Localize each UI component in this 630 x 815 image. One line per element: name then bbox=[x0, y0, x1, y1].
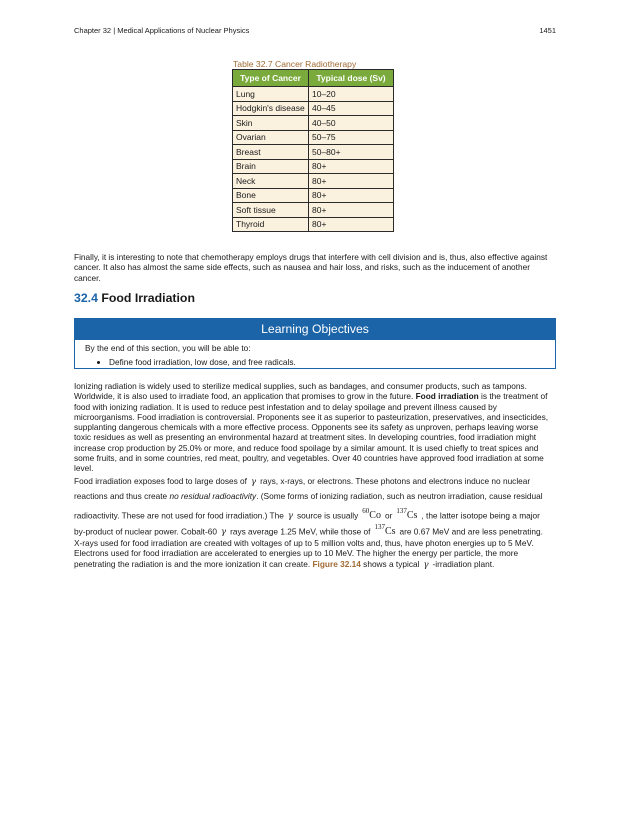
text-line bbox=[74, 524, 556, 537]
paragraph-text: shows a typical bbox=[360, 558, 420, 569]
learning-objectives-list bbox=[75, 357, 555, 367]
cobalt-60-isotope bbox=[362, 507, 381, 522]
dose-cell: 40–50 bbox=[309, 116, 394, 131]
paragraph-text: . (Some forms of ionizing radiation, such as neutron irradiation, cause residual bbox=[256, 491, 543, 501]
section-heading bbox=[74, 291, 195, 305]
column-header: Typical dose (Sv) bbox=[309, 70, 394, 87]
cancer-type-cell: Hodgkin's disease bbox=[233, 101, 309, 116]
paragraph-text: Ionizing radiation is widely used to sterilize medical supplies, such as bandages, and consumer products, such as tampons. Worldwide, it is also used to irradiate food, an application that promises to grow in the future. bbox=[74, 381, 527, 402]
paragraph-text: rays, x-rays, or electrons. These photons and electrons induce no nuclear bbox=[260, 476, 531, 486]
food-irradiation-paragraph bbox=[74, 477, 556, 537]
learning-objectives-intro: By the end of this section, you will be able to: bbox=[85, 343, 251, 353]
mass-number: 137 bbox=[374, 523, 385, 531]
cancer-radiotherapy-table bbox=[232, 69, 394, 232]
paragraph-text: reactions and thus create bbox=[74, 491, 170, 501]
text-line bbox=[74, 477, 556, 492]
dose-cell: 10–20 bbox=[309, 87, 394, 102]
dose-cell: 50–75 bbox=[309, 130, 394, 145]
table-row bbox=[233, 101, 394, 116]
cancer-type-cell: Breast bbox=[233, 145, 309, 160]
column-header: Type of Cancer bbox=[233, 70, 309, 87]
element-symbol: Co bbox=[369, 510, 381, 522]
paragraph-text: X-rays used for food irradiation are created with voltages of up to 5 million volts and, thus, have photon energies up to 5 MeV. Electrons used for food irradiation are accelerated to energies up to 10 MeV. The higher the energy per particle, the more penetrating the radiation is and the more ionization it can create. bbox=[74, 538, 534, 569]
dose-cell: 80+ bbox=[309, 188, 394, 203]
dose-cell: 80+ bbox=[309, 174, 394, 189]
cancer-type-cell: Skin bbox=[233, 116, 309, 131]
cancer-type-cell: Neck bbox=[233, 174, 309, 189]
paragraph-text: rays average 1.25 MeV, while those of bbox=[230, 526, 371, 537]
page-header bbox=[74, 26, 556, 35]
paragraph-text: are 0.67 MeV and are less penetrating. bbox=[399, 526, 543, 537]
paragraph-text: radioactivity. These are not used for food irradiation.) The bbox=[74, 510, 284, 521]
paragraph-text: source is usually bbox=[296, 510, 359, 521]
learning-objectives-box bbox=[74, 318, 556, 369]
table-row bbox=[233, 203, 394, 218]
paragraph-text: -irradiation plant. bbox=[432, 558, 495, 569]
table-row bbox=[233, 87, 394, 102]
table-row bbox=[233, 116, 394, 131]
cancer-type-cell: Bone bbox=[233, 188, 309, 203]
gamma-symbol: γ bbox=[423, 559, 429, 570]
page-number: 1451 bbox=[539, 26, 556, 35]
text-line bbox=[74, 508, 556, 524]
cesium-137-isotope bbox=[396, 507, 418, 522]
dose-cell: 50–80+ bbox=[309, 145, 394, 160]
paragraph-text: Food irradiation exposes food to large doses of bbox=[74, 476, 247, 486]
text-line bbox=[74, 492, 556, 508]
learning-objectives-title: Learning Objectives bbox=[75, 319, 555, 340]
table-row bbox=[233, 217, 394, 232]
element-symbol: Cs bbox=[384, 526, 396, 538]
paragraph-text: by-product of nuclear power. Cobalt-60 bbox=[74, 526, 217, 537]
key-term-food-irradiation: Food irradiation bbox=[415, 391, 479, 402]
section-title: Food Irradiation bbox=[101, 291, 195, 305]
section-number: 32.4 bbox=[74, 291, 98, 305]
paragraph-text: or bbox=[384, 510, 393, 521]
cancer-type-cell: Thyroid bbox=[233, 217, 309, 232]
cancer-type-cell: Lung bbox=[233, 87, 309, 102]
dose-cell: 80+ bbox=[309, 159, 394, 174]
figure-32-14-link[interactable]: Figure 32.14 bbox=[312, 558, 361, 569]
table-row bbox=[233, 188, 394, 203]
learning-objective-item: • Define food irradiation, low dose, and free radicals. bbox=[109, 357, 555, 367]
dose-cell: 80+ bbox=[309, 217, 394, 232]
chemotherapy-paragraph: Finally, it is interesting to note that chemotherapy employs drugs that interfere with cell division and is, thus, also effective against cancer. It also has almost the same side effects, such as nausea and hair loss, and risks, such as the inducement of another cancer. bbox=[74, 252, 548, 283]
dose-cell: 40–45 bbox=[309, 101, 394, 116]
chapter-title: Chapter 32 | Medical Applications of Nuclear Physics bbox=[74, 26, 250, 35]
cancer-type-cell: Ovarian bbox=[233, 130, 309, 145]
dose-cell: 80+ bbox=[309, 203, 394, 218]
ionizing-radiation-paragraph bbox=[74, 381, 556, 474]
gamma-symbol: γ bbox=[287, 511, 293, 522]
mass-number: 137 bbox=[396, 507, 407, 515]
table-row bbox=[233, 145, 394, 160]
paragraph-text: , the latter isotope being a major bbox=[421, 510, 540, 521]
cancer-type-cell: Brain bbox=[233, 159, 309, 174]
table-row bbox=[233, 159, 394, 174]
mass-number: 60 bbox=[362, 507, 370, 515]
table-caption: Table 32.7 Cancer Radiotherapy bbox=[233, 59, 357, 69]
table-header-row bbox=[233, 70, 394, 87]
x-ray-paragraph bbox=[74, 538, 556, 570]
element-symbol: Cs bbox=[406, 510, 418, 522]
cancer-type-cell: Soft tissue bbox=[233, 203, 309, 218]
gamma-symbol: γ bbox=[250, 477, 257, 487]
gamma-symbol: γ bbox=[220, 527, 227, 538]
table-row bbox=[233, 130, 394, 145]
emphasis-text: no residual radioactivity bbox=[169, 491, 257, 501]
paragraph-text: is the treatment of food with ionizing radiation. It is used to reduce pest infestation and to delay spoilage and prevent illness caused by microorganisms. Food irradiation is controversial. Proponents see it as superior to pasteurization, preservatives, and insecticides, supplanting dangerous chemicals with a more effective process. Opponents see its safety as unproven, perhaps leaving worse toxic residues as well as presenting an environmental hazard at treatment sites. In developing countries, food irradiation might increase crop production by 25.0% or more, and reduce food spoilage by a similar amount. It is used chiefly to treat spices and some fruits, and in some countries, red meat, poultry, and vegetables. Over 40 countries have approved food irradiation at some level. bbox=[74, 391, 549, 474]
table-row bbox=[233, 174, 394, 189]
cesium-137-isotope bbox=[374, 523, 396, 538]
